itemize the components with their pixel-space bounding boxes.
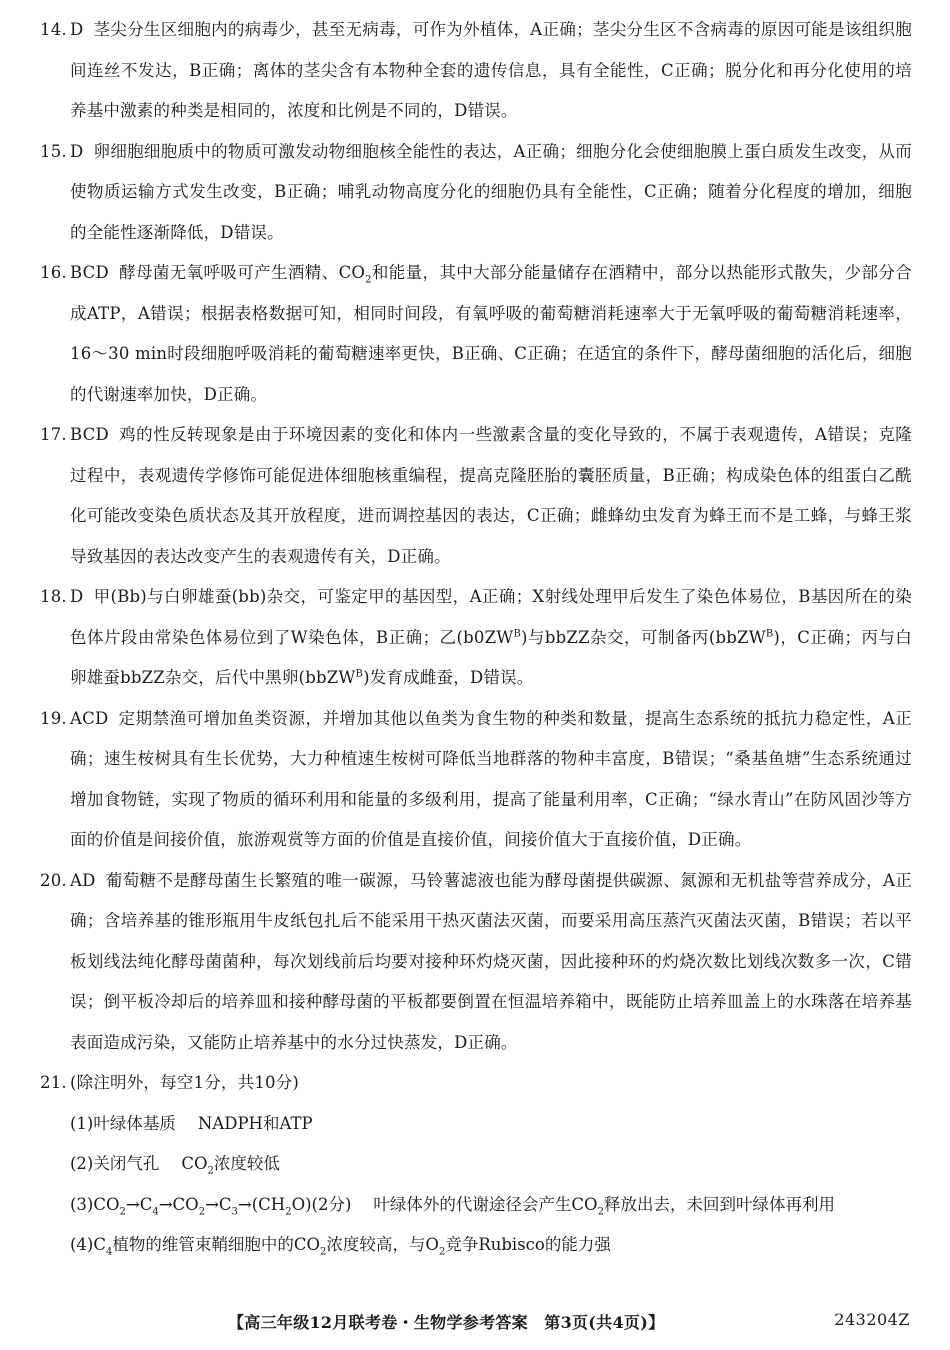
footer-title: 【高三年级12月联考卷・生物学参考答案 第3页(共4页)】: [228, 1313, 665, 1332]
question-number: 19.: [40, 708, 67, 728]
question-number: 16.: [40, 263, 67, 282]
question-number: 18.: [40, 587, 67, 606]
document-code: 243204Z: [834, 1310, 910, 1329]
answer-18: [40, 577, 912, 699]
explanation-text: 酵母菌无氧呼吸可产生酒精、$CO_2$和能量，其中大部分能量储存在酒精中，部分以热能形式散失，少部分合成ATP，A错误；根据表格数据可知，相同时间段，有氧呼吸的葡萄糖消耗速率大于无氧呼吸的葡萄糖消耗速率，16～30 min时段细胞呼吸消耗的葡萄糖速率更快，B正确、C正确；在适宜的条件下，酵母菌细胞的活化后，细胞的代谢速率加快，D正确。: [70, 263, 912, 404]
explanation-text: 鸡的性反转现象是由于环境因素的变化和体内一些激素含量的变化导致的，不属于表观遗传，A错误；克隆过程中，表观遗传学修饰可能促进体细胞核重编程，提高克隆胚胎的囊胚质量，B正确；构成染色体的组蛋白乙酰化可能改变染色质状态及其开放程度，进而调控基因的表达，C正确；雌蜂幼虫发育为蜂王而不是工蜂，与蜂王浆导致基因的表达改变产生的表观遗传有关，D正确。: [70, 425, 912, 566]
explanation-text: 甲(Bb)与白卵雄蚕(bb)杂交，可鉴定甲的基因型，A正确；X射线处理甲后发生了染色体易位，B基因所在的染色体片段由常染色体易位到了W染色体，B正确；乙$(b0ZW^B)$与bbZZ杂交，可制备丙(bbZW$^B$)，C正确；丙与白卵雄蚕bbZZ杂交，后代中黑卵(bbZW$^B$)发育成雌蚕，D错误。: [70, 587, 912, 687]
answer-key: D: [70, 20, 84, 39]
answer-17: [40, 415, 912, 577]
question-number: 14.: [40, 20, 67, 39]
answer-21-part-4: $(4)C_4$植物的维管束鞘细胞中的$CO_2$浓度较高，与$O_2$竞争Rubisco的能力强: [70, 1235, 611, 1258]
page-footer: [0, 1310, 950, 1340]
question-number: 17.: [40, 425, 67, 444]
answer-19: [40, 699, 912, 861]
answer-16: [40, 253, 912, 415]
explanation-text: 定期禁渔可增加鱼类资源，并增加其他以鱼类为食生物的种类和数量，提高生态系统的抵抗力稳定性，A正确；速生桉树具有生长优势，大力种植速生桉树可降低当地群落的物种丰富度，B错误；“桑基鱼塘”生态系统通过增加食物链，实现了物质的循环利用和能量的多级利用，提高了能量利用率，C正确；“绿水青山”在防风固沙等方面的价值是间接价值，旅游观赏等方面的价值是直接价值，间接价值大于直接价值，D正确。: [70, 708, 912, 849]
explanation-text: 茎尖分生区细胞内的病毒少，甚至无病毒，可作为外植体，A正确；茎尖分生区不含病毒的原因可能是该组织胞间连丝不发达，B正确；离体的茎尖含有本物种全套的遗传信息，具有全能性，C正确；脱分化和再分化使用的培养基中激素的种类是相同的，浓度和比例是不同的，D错误。: [70, 20, 912, 120]
answer-key: D: [70, 141, 84, 161]
explanation-text: 卵细胞细胞质中的物质可激发动物细胞核全能性的表达，A正确；细胞分化会使细胞膜上蛋白质发生改变，从而使物质运输方式发生改变，B正确；哺乳动物高度分化的细胞仍具有全能性，C正确；随着分化程度的增加，细胞的全能性逐渐降低，D错误。: [70, 141, 912, 242]
answer-content: [40, 10, 912, 1266]
answer-key: BCD: [70, 425, 109, 444]
question-number: 20.: [40, 870, 67, 890]
answer-key: ACD: [70, 708, 109, 728]
answer-14: [40, 10, 912, 132]
answer-21-part-2: (2)关闭气孔 $CO_2$浓度较低: [70, 1154, 280, 1177]
explanation-text: 葡萄糖不是酵母菌生长繁殖的唯一碳源，马铃薯滤液也能为酵母菌提供碳源、氮源和无机盐等营养成分，A正确；含培养基的锥形瓶用牛皮纸包扎后不能采用干热灭菌法灭菌，而要采用高压蒸汽灭菌法灭菌，B错误；若以平板划线法纯化酵母菌菌种，每次划线前后均要对接种环灼烧灭菌，因此接种环的灼烧次数比划线次数多一次，C错误；倒平板冷却后的培养皿和接种酵母菌的平板都要倒置在恒温培养箱中，既能防止培养皿盖上的水珠落在培养基表面造成污染，又能防止培养基中的水分过快蒸发，D正确。: [70, 870, 912, 1052]
answer-21: [40, 1063, 912, 1104]
answer-20: [40, 861, 912, 1064]
question-number: 21.: [40, 1073, 67, 1092]
answer-21-part-3: $(3)CO_2\to C_4\to CO_2\to C_3\to(CH_2O)(2$分) 叶绿体外的代谢途径会产生$CO_2$释放出去，未回到叶绿体再利用: [70, 1194, 835, 1217]
answer-key: BCD: [70, 263, 109, 282]
answer-key: D: [70, 587, 84, 606]
answer-15: [40, 132, 912, 254]
answer-key: AD: [70, 870, 96, 890]
score-note: (除注明外，每空1分，共10分): [70, 1073, 300, 1092]
question-number: 15.: [40, 141, 67, 161]
answer-21-part-1: (1)叶绿体基质 NADPH和ATP: [70, 1113, 313, 1133]
